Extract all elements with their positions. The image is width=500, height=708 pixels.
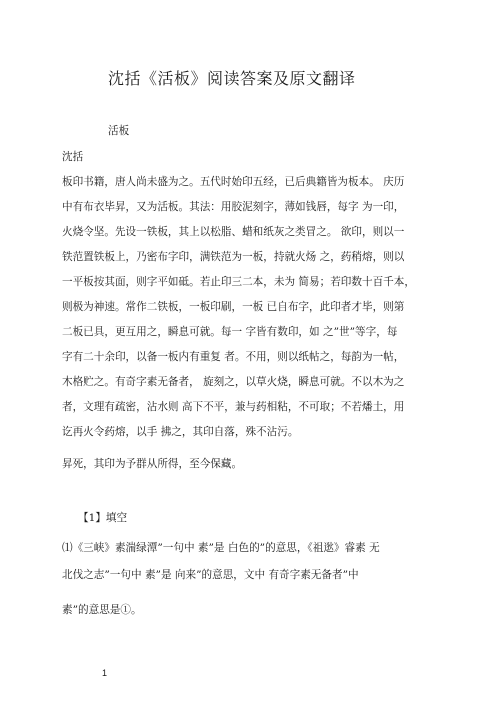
body-line: 二板已具，更互用之，瞬息可就。每一 字皆有数印，如 之”世”等字，每 xyxy=(62,326,398,338)
body-line: 火烧令坚。先设一铁板，其上以松脂、蜡和纸灰之类冒之。 欲印，则以一 xyxy=(62,226,405,238)
body-line: 铁范置铁板上，乃密布字印，满铁范为一板，持就火炀 之，药稍熔，则以 xyxy=(62,251,405,263)
body-line: 字有二十余印，以备一板内有重复 者。不用，则以纸帖之，每韵为一帖， xyxy=(62,351,405,363)
question-line: ⑴《三峡》素湍绿潭”一句中 素”是 白色的”的意思，《祖逖》睿素 无 xyxy=(62,542,380,554)
text-author: 沈括 xyxy=(62,151,84,163)
body-line: 一平板按其面，则字平如砥。若止印三二本，未为 简易；若印数十百千本， xyxy=(62,276,415,288)
body-line: 讫再火令药熔，以手 拂之，其印自落，殊不沾污。 xyxy=(62,426,299,438)
question-line: 素”的意思是①。 xyxy=(62,604,142,616)
body-line: 板印书籍，唐人尚未盛为之。五代时始印五经，已后典籍皆为板本。 庆历 xyxy=(62,176,405,188)
text-subtitle: 活板 xyxy=(108,125,130,137)
body-line: 则极为神速。常作二铁板，一板印刷，一板 已自布字，此印者才毕，则第 xyxy=(62,301,405,313)
question-line: 北伐之志”一句中 素”是 向来”的意思，文中 有奇字素无备者”中 xyxy=(62,569,359,581)
body-line: 中有布衣毕昇，又为活板。其法：用胶泥刻字，薄如钱唇，每字 为一印， xyxy=(62,201,405,213)
page-number: 1 xyxy=(102,668,108,678)
section-heading: 【1】填空 xyxy=(78,512,128,524)
body-line: 昇死，其印为予群从所得，至今保藏。 xyxy=(62,458,243,470)
body-line: 木格贮之。有奇字素无备者， 旋刻之，以草火烧，瞬息可就。不以木为之 xyxy=(62,376,405,388)
page-title: 沈括《活板》阅读答案及原文翻译 xyxy=(108,69,356,88)
body-line: 者，文理有疏密，沾水则 高下不平，兼与药相粘，不可取；不若燔土，用 xyxy=(62,401,405,413)
